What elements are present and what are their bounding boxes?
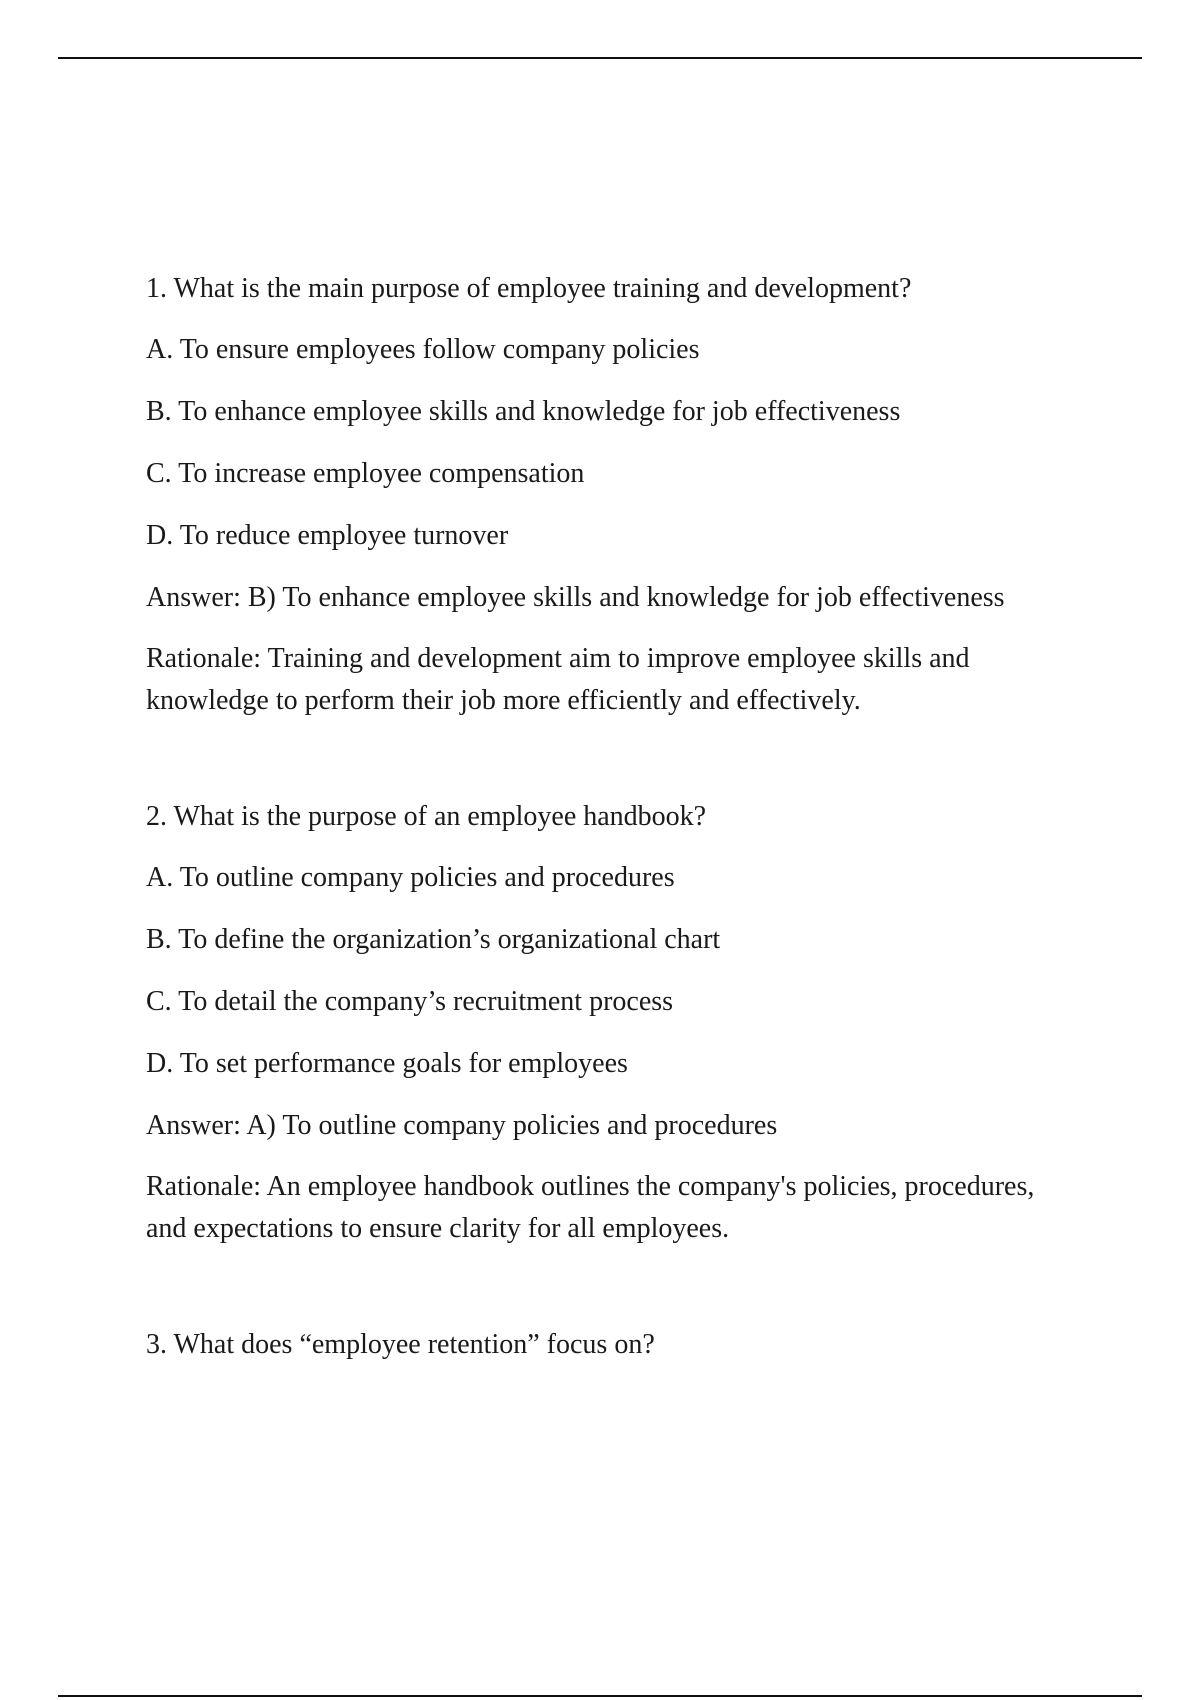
spacer	[146, 1250, 1066, 1324]
document-body	[146, 268, 1066, 1385]
rationale-text: Rationale: Training and development aim to improve employee skills and knowledge to perform their job more efficiently and effectively.	[146, 643, 970, 716]
option-b: B. To define the organization’s organizational chart	[146, 924, 721, 955]
answer-text: Answer: B) To enhance employee skills and knowledge for job effectiveness	[146, 582, 1005, 613]
option-d: D. To set performance goals for employees	[146, 1048, 628, 1079]
question-block-2	[146, 796, 1066, 1250]
question-text: 3. What does “employee retention” focus on?	[146, 1329, 655, 1360]
answer-text: Answer: A) To outline company policies and procedures	[146, 1110, 778, 1141]
option-b: B. To enhance employee skills and knowledge for job effectiveness	[146, 396, 901, 427]
top-rule	[58, 57, 1142, 59]
question-text: 1. What is the main purpose of employee training and development?	[146, 273, 912, 304]
question-text: 2. What is the purpose of an employee handbook?	[146, 801, 707, 832]
question-block-3	[146, 1324, 1066, 1366]
question-block-1	[146, 268, 1066, 722]
option-a: A. To ensure employees follow company policies	[146, 334, 700, 365]
bottom-rule	[58, 1695, 1142, 1697]
option-d: D. To reduce employee turnover	[146, 520, 509, 551]
rationale-text: Rationale: An employee handbook outlines the company's policies, procedures, and expectations to ensure clarity for all employees.	[146, 1171, 1035, 1244]
option-c: C. To detail the company’s recruitment process	[146, 986, 674, 1017]
option-c: C. To increase employee compensation	[146, 458, 585, 489]
spacer	[146, 722, 1066, 796]
option-a: A. To outline company policies and procedures	[146, 862, 675, 893]
